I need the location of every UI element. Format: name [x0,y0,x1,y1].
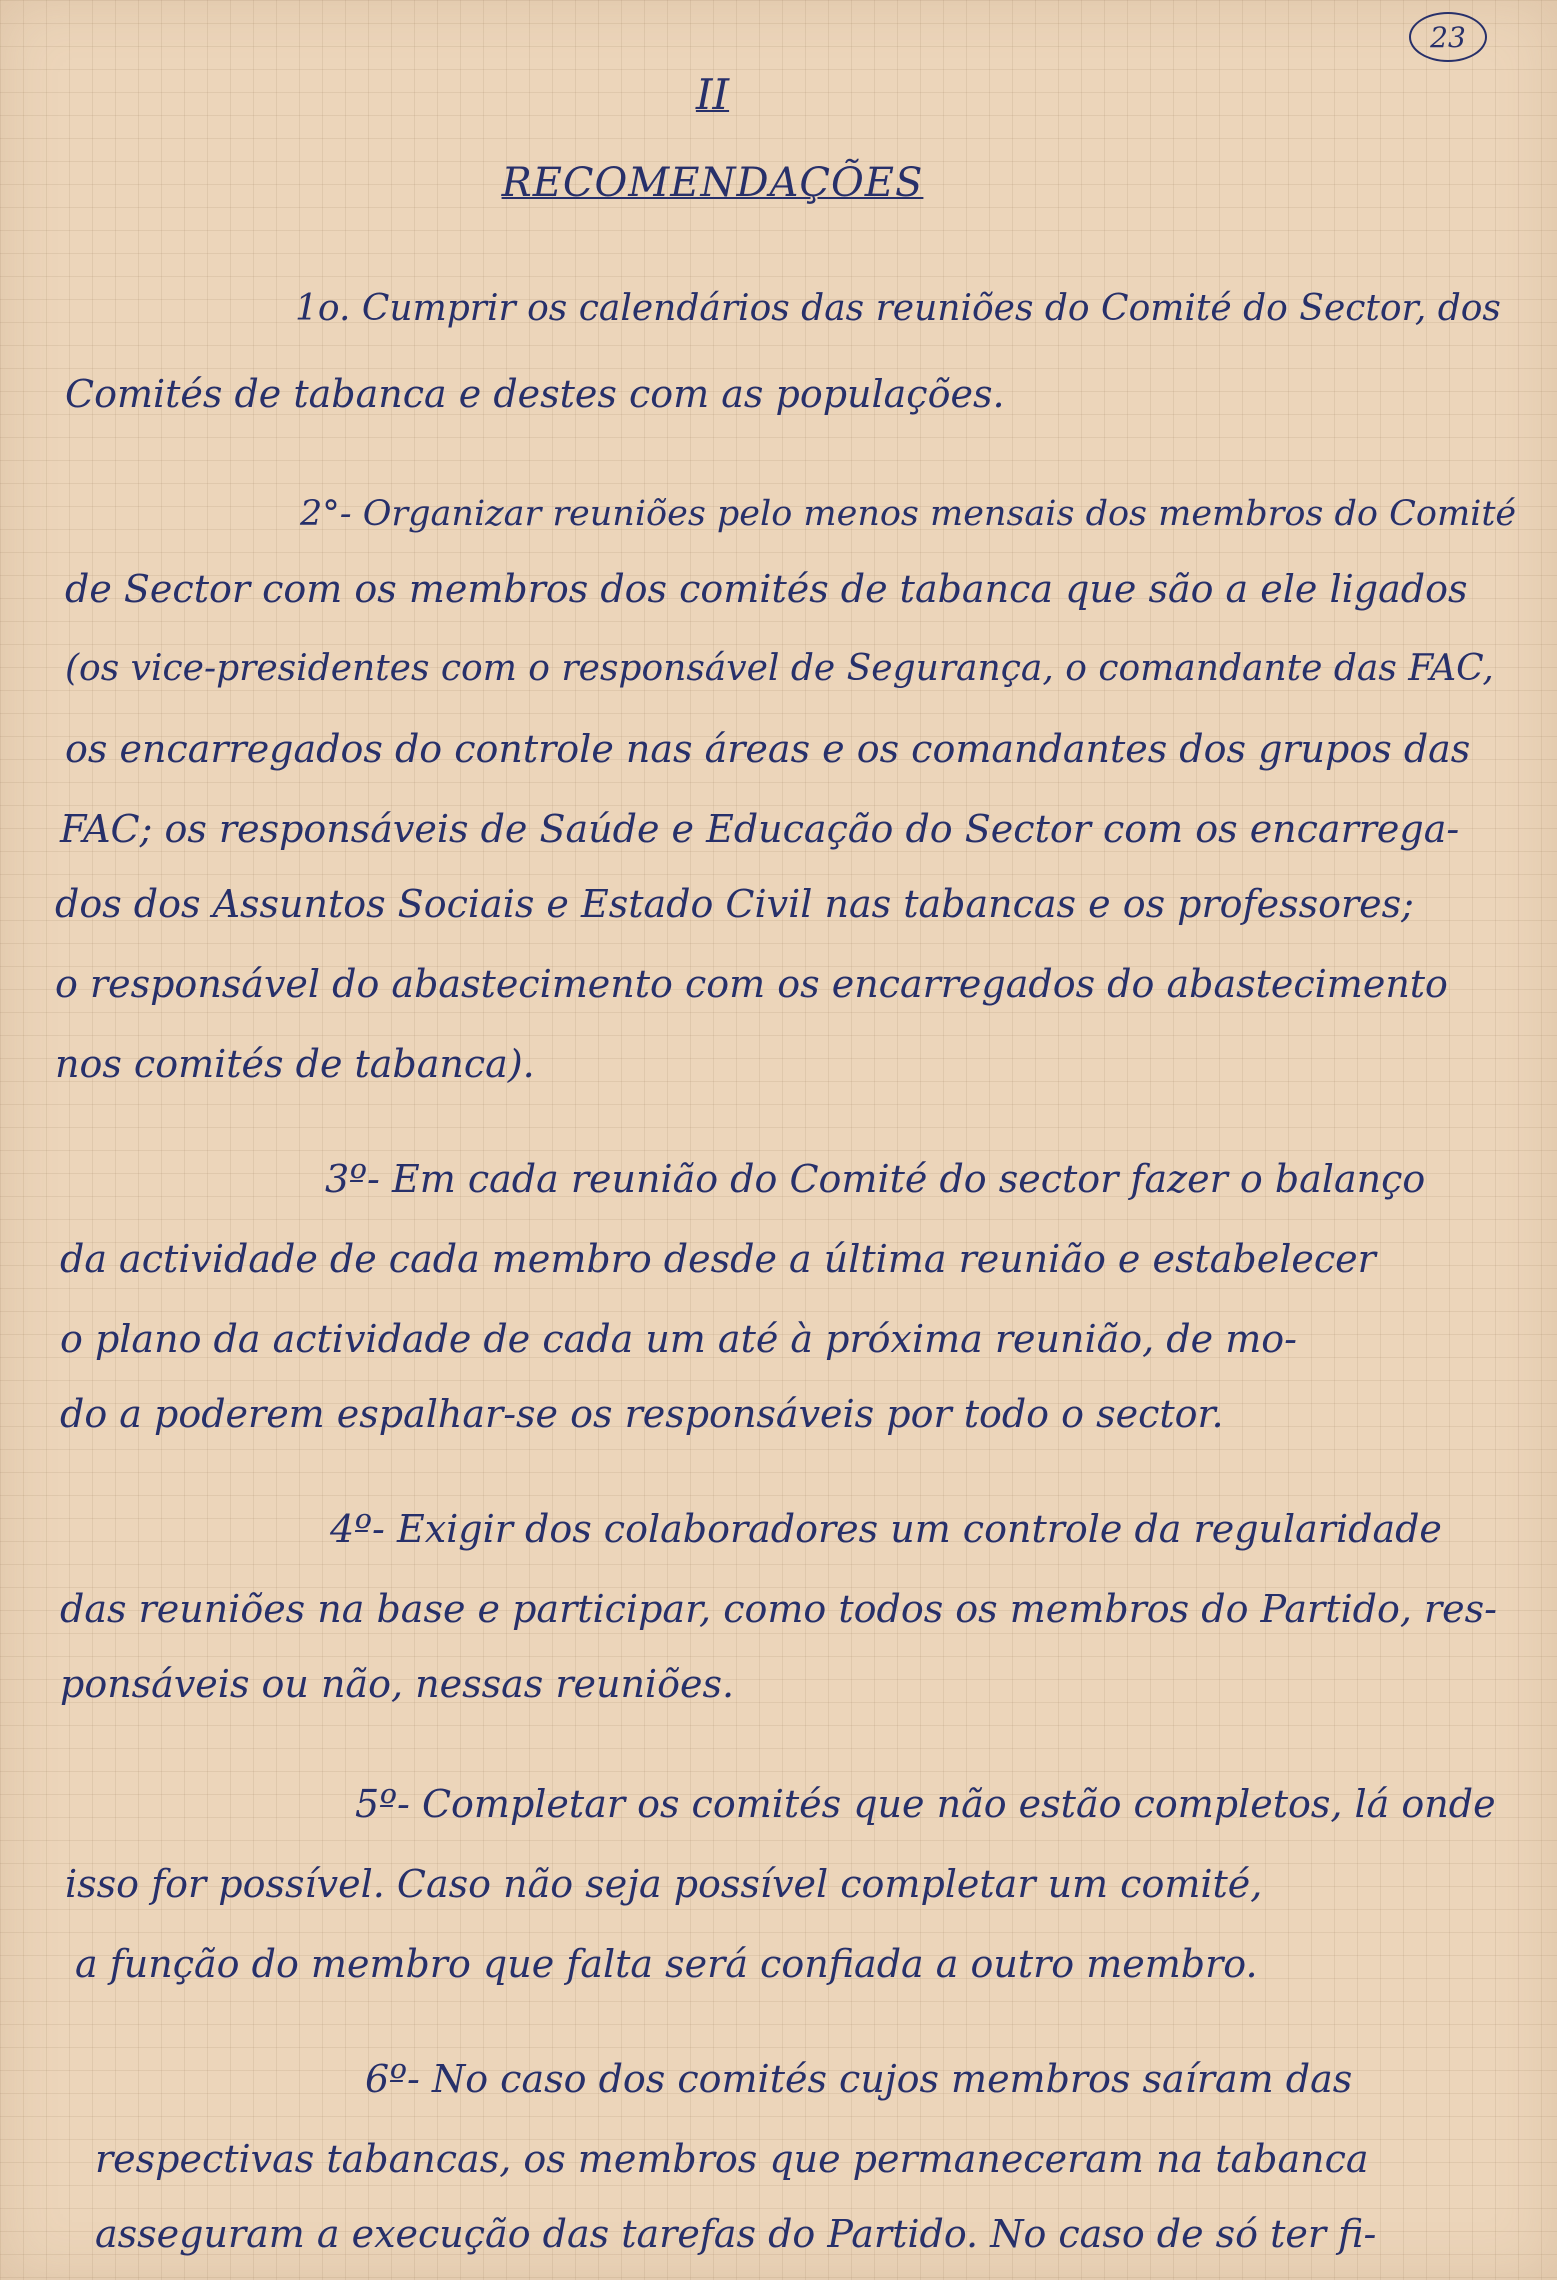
text-line: asseguram a execução das tarefas do Partido. No caso de só ter fi- [95,2212,1377,2256]
text-line: de Sector com os membros dos comités de tabanca que são a ele ligados [65,567,1468,611]
text-line: FAC; os responsáveis de Saúde e Educação do Sector com os encarrega- [60,807,1460,851]
text-line: ponsáveis ou não, nessas reuniões. [60,1662,735,1706]
text-line: da actividade de cada membro desde a última reunião e estabelecer [60,1237,1376,1281]
text-line: dos dos Assuntos Sociais e Estado Civil nas tabancas e os professores; [55,882,1414,926]
text-line: os encarregados do controle nas áreas e os comandantes dos grupos das [65,727,1471,771]
text-line: 1o. Cumprir os calendários das reuniões do Comité do Sector, dos [295,288,1501,329]
section-title: RECOMENDAÇÕES [501,160,924,206]
text-line: 3º- Em cada reunião do Comité do sector fazer o balanço [325,1157,1426,1201]
text-line: isso for possível. Caso não seja possível completar um comité, [65,1862,1263,1906]
text-line: (os vice-presidentes com o responsável de Segurança, o comandante das FAC, [65,648,1494,689]
text-line: Comités de tabanca e destes com as populações. [65,372,1005,416]
text-line: 6º- No caso dos comités cujos membros saíram das [365,2057,1353,2101]
text-line: o plano da actividade de cada um até à próxima reunião, de mo- [60,1317,1297,1361]
text-line: nos comités de tabanca). [55,1042,535,1086]
text-line: o responsável do abastecimento com os encarregados do abastecimento [55,962,1448,1006]
page-number: 23 [1409,12,1487,62]
text-line: 4º- Exigir dos colaboradores um controle da regularidade [330,1507,1442,1551]
text-line: 2°- Organizar reuniões pelo menos mensais dos membros do Comité [300,494,1517,534]
text-line: respectivas tabancas, os membros que permaneceram na tabanca [95,2137,1369,2181]
text-line: 5º- Completar os comités que não estão completos, lá onde [355,1782,1496,1826]
section-numeral: II [695,70,730,119]
text-line: do a poderem espalhar-se os responsáveis por todo o sector. [60,1392,1224,1436]
text-line: a função do membro que falta será confiada a outro membro. [75,1942,1258,1986]
text-line: das reuniões na base e participar, como todos os membros do Partido, res- [60,1587,1498,1631]
